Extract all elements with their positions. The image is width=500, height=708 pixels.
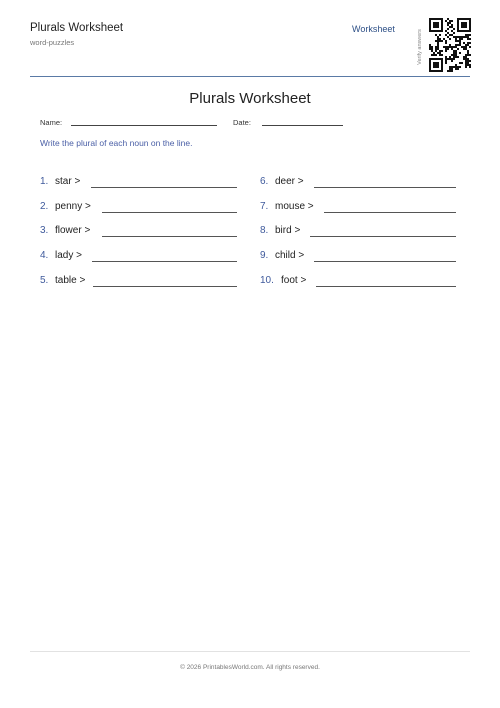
- footer-copyright: © 2026 PrintablesWorld.com. All rights reserved.: [180, 664, 320, 671]
- header-title: Plurals Worksheet: [30, 22, 124, 34]
- name-label: Name:: [40, 118, 63, 127]
- question-word: mouse >: [275, 201, 314, 212]
- question-number: 7.: [260, 201, 269, 212]
- answer-line[interactable]: [316, 286, 456, 287]
- question-item: [260, 201, 458, 215]
- answer-line[interactable]: [310, 236, 456, 237]
- question-word: penny >: [55, 201, 91, 212]
- answer-line[interactable]: [91, 187, 237, 188]
- footer-divider: [30, 651, 470, 652]
- question-word: flower >: [55, 225, 91, 236]
- page-header: [30, 22, 470, 74]
- answer-line[interactable]: [324, 212, 456, 213]
- question-word: lady >: [55, 250, 82, 261]
- question-word: deer >: [275, 176, 304, 187]
- question-number: 5.: [40, 275, 49, 286]
- name-field[interactable]: [71, 125, 217, 126]
- answer-line[interactable]: [314, 187, 456, 188]
- question-number: 1.: [40, 176, 49, 187]
- question-item: [40, 176, 238, 190]
- header-type-link[interactable]: Worksheet: [352, 24, 395, 34]
- date-label: Date:: [233, 118, 251, 127]
- question-item: [260, 275, 458, 289]
- question-number: 10.: [260, 275, 274, 286]
- header-divider: [30, 76, 470, 77]
- answer-line[interactable]: [314, 261, 456, 262]
- answer-line[interactable]: [102, 212, 237, 213]
- question-word: child >: [275, 250, 305, 261]
- verify-answers-text: Verify answers: [417, 29, 423, 65]
- question-item: [40, 225, 238, 239]
- question-number: 4.: [40, 250, 49, 261]
- page-title: Plurals Worksheet: [189, 90, 311, 107]
- question-word: table >: [55, 275, 86, 286]
- question-item: [260, 225, 458, 239]
- date-field[interactable]: [262, 125, 343, 126]
- question-word: foot >: [281, 275, 307, 286]
- qr-code-icon[interactable]: [429, 18, 471, 72]
- answer-line[interactable]: [92, 261, 237, 262]
- question-word: star >: [55, 176, 81, 187]
- question-item: [260, 176, 458, 190]
- question-number: 6.: [260, 176, 269, 187]
- question-item: [40, 250, 238, 264]
- question-item: [40, 275, 238, 289]
- question-item: [260, 250, 458, 264]
- question-number: 3.: [40, 225, 49, 236]
- question-number: 9.: [260, 250, 269, 261]
- header-category: word-puzzles: [30, 38, 75, 47]
- answer-line[interactable]: [102, 236, 237, 237]
- question-word: bird >: [275, 225, 301, 236]
- instructions: Write the plural of each noun on the line.: [40, 138, 193, 148]
- answer-line[interactable]: [93, 286, 237, 287]
- question-number: 8.: [260, 225, 269, 236]
- question-item: [40, 201, 238, 215]
- question-number: 2.: [40, 201, 49, 212]
